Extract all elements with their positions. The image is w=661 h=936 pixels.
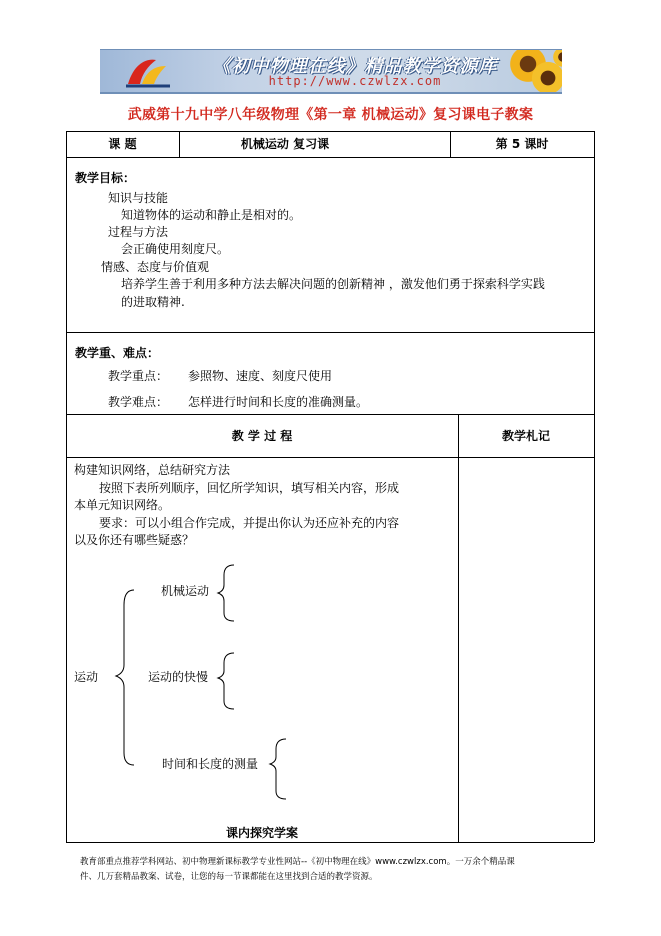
header-banner (100, 49, 562, 93)
process-line: 要求：可以小组合作完成，并提出你认为还应补充的内容 (99, 516, 400, 530)
period-label: 第 5 课时 (495, 137, 549, 151)
objective-item: 知识与技能 (108, 191, 169, 205)
objective-item: 情感、态度与价值观 (101, 260, 210, 274)
header-divider (100, 93, 562, 94)
process-line: 按照下表所列顺序，回忆所学知识，填写相关内容，形成 (99, 481, 400, 495)
objectives-heading: 教学目标： (75, 171, 136, 185)
diagram-branch: 时间和长度的测量 (162, 757, 259, 771)
process-header: 教 学 过 程 (231, 429, 293, 443)
focus-value: 参照物、速度、刻度尺使用 (188, 369, 333, 383)
logo-icon (120, 54, 176, 90)
key-points-heading: 教学重、难点： (75, 346, 160, 360)
diagram-branch: 运动的快慢 (148, 670, 209, 684)
table-border-top (66, 131, 594, 132)
objective-item: 的进取精神. (121, 295, 185, 309)
knowledge-network-diagram (66, 555, 458, 825)
process-line: 本单元知识网络。 (74, 498, 171, 512)
process-line: 构建知识网络，总结研究方法 (74, 463, 231, 477)
banner-title: 《初中物理在线》精品教学资源库 (212, 56, 498, 77)
inclass-study-heading: 课内探究学案 (225, 826, 298, 840)
document-title: 武威第十九中学八年级物理《第一章 机械运动》复习课电子教案 (127, 107, 534, 123)
focus-label: 教学重点： (108, 369, 169, 383)
notes-header: 教学札记 (501, 429, 550, 443)
page-footer (80, 855, 600, 885)
objective-item: 知道物体的运动和静止是相对的。 (121, 208, 302, 222)
topic-value: 机械运动 复习课 (240, 137, 330, 151)
root-brace (116, 590, 134, 765)
process-line: 以及你还有哪些疑惑？ (74, 533, 195, 547)
banner-url[interactable]: http://www.czwlzx.com (268, 74, 442, 88)
table-divider (66, 457, 594, 458)
difficulty-label: 教学难点： (108, 395, 169, 409)
topic-label: 课 题 (108, 137, 137, 151)
objective-item: 过程与方法 (108, 225, 169, 239)
difficulty-value: 怎样进行时间和长度的准确测量。 (188, 395, 369, 409)
branch-brace (218, 653, 234, 709)
table-divider (458, 414, 459, 842)
diagram-branch: 机械运动 (161, 584, 210, 598)
table-divider (66, 157, 594, 158)
branch-brace (270, 739, 286, 799)
objective-item: 会正确使用刻度尺。 (121, 242, 230, 256)
table-divider (66, 414, 594, 415)
table-divider (66, 332, 594, 333)
branch-brace (218, 565, 234, 621)
diagram-root: 运动 (74, 670, 99, 684)
footer-line: 件、几万套精品教案、试卷，让您的每一节课都能在这里找到合适的教学资源。 (80, 872, 378, 882)
table-border-bottom (66, 842, 594, 843)
objective-item: 培养学生善于利用多种方法去解决问题的创新精神 ，激发他们勇于探索科学实践 (121, 277, 545, 291)
table-border-right (594, 131, 595, 842)
footer-line: 教育部重点推荐学科网站、初中物理新课标教学专业性网站--《初中物理在线》www.czwlzx.com。一万余个精品课 (80, 857, 515, 867)
